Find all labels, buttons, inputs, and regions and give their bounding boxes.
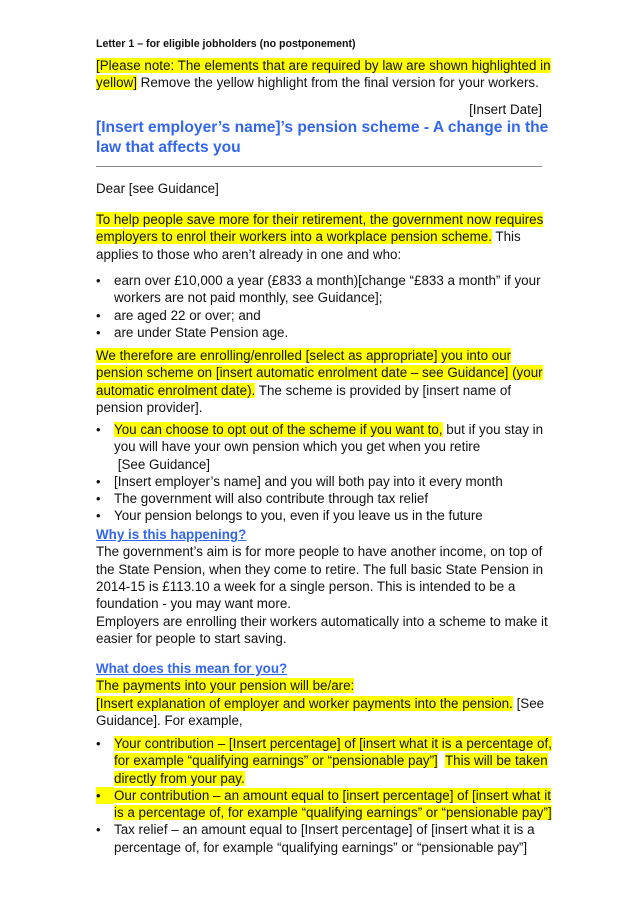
title-line-2: law that affects you (96, 138, 241, 156)
meaning-rest: [See (512, 695, 545, 711)
contribution-gap (438, 753, 445, 768)
contribution-highlight: for example “qualifying earnings” or “pensionable pay”] (114, 753, 438, 769)
note-highlight-2: yellow] (96, 75, 137, 91)
page-title (96, 118, 548, 157)
key-point-item (96, 490, 543, 507)
meaning-heading: What does this mean for you? (96, 661, 288, 676)
criteria-text: are aged 22 or over; and (114, 307, 261, 323)
bullet-icon (96, 272, 114, 289)
meaning-highlight-1: The payments into your pension will be/are: (96, 678, 355, 694)
note-rest: Remove the yellow highlight from the final version for your workers. (136, 75, 539, 91)
bullet-icon (96, 473, 114, 490)
key-point-text: [Insert employer’s name] and you will both pay into it every month (114, 473, 503, 489)
letter-label: Letter 1 – for eligible jobholders (no postponement) (96, 38, 356, 50)
contributions-list (96, 735, 552, 856)
meaning-highlight-2: [Insert explanation of employer and worker payments into the pension. (96, 695, 513, 711)
contribution-highlight: This will be taken (445, 753, 548, 769)
why-heading: Why is this happening? (96, 527, 247, 542)
key-point-text: [See Guidance] (114, 456, 211, 472)
criteria-text: are under State Pension age. (114, 324, 289, 340)
why-text: Employers are enrolling their workers automatically into a scheme to make it (96, 614, 548, 629)
key-point-text: Your pension belongs to you, even if you leave us in the future (114, 508, 483, 524)
intro-line-3: applies to those who aren’t already in one and who: (96, 246, 402, 262)
contribution-highlight: Our contribution – an amount equal to [insert percentage] of [insert what it (114, 787, 551, 803)
title-divider (96, 166, 542, 167)
why-text: 2014-15 is £113.10 a week for a single person. This is intended to be a (96, 578, 516, 594)
contribution-highlight: is a percentage of, for example “qualifying earnings” or “pensionable pay”] (114, 805, 552, 821)
note-paragraph (96, 57, 551, 92)
contribution-text: percentage of, for example “qualifying earnings” or “pensionable pay”] (114, 839, 528, 855)
contribution-text: Tax relief – an amount equal to [Insert percentage] of [insert what it is a (114, 822, 535, 838)
key-point-text: you will have your own pension which you get when you retire (114, 439, 481, 455)
intro-paragraph (96, 211, 543, 263)
bullet-icon (96, 421, 114, 438)
enrolment-paragraph (96, 347, 543, 416)
why-text: The government’s aim is for more people to have another income, on top of (96, 544, 543, 560)
key-point-text: but if you stay in (442, 422, 544, 437)
date-placeholder: [Insert Date] (469, 102, 542, 117)
title-line-1: [Insert employer’s name]’s pension scheme - A change in the (96, 119, 549, 136)
criteria-text: workers are not paid monthly, see Guidance]; (114, 290, 383, 306)
contribution-item (96, 787, 552, 822)
enrolment-highlight-1: We therefore are enrolling/enrolled [select as appropriate] you into our (96, 348, 512, 363)
why-text: foundation - you may want more. (96, 596, 292, 612)
key-point-item (96, 421, 543, 473)
criteria-text: earn over £10,000 a year (£833 a month)[change “£833 a month” if your (114, 273, 541, 288)
bullet-icon (96, 490, 114, 507)
criteria-item (96, 307, 541, 324)
enrolment-rest: The scheme is provided by [insert name of (255, 382, 512, 398)
key-points-list (96, 421, 543, 525)
bullet-icon (96, 324, 114, 341)
why-text: easier for people to start saving. (96, 631, 287, 647)
intro-highlight-1: To help people save more for their retirement, the government now requires (96, 212, 544, 227)
criteria-item (96, 272, 541, 307)
intro-highlight-2: employers to enrol their workers into a workplace pension scheme. (96, 229, 492, 245)
why-text: the State Pension, when they come to retire. The full basic State Pension in (96, 561, 544, 577)
enrolment-highlight-2: pension scheme on [insert automatic enrolment date – see Guidance] (your (96, 365, 543, 381)
bullet-icon (96, 307, 114, 324)
salutation: Dear [see Guidance] (96, 181, 219, 196)
bullet-icon (96, 787, 114, 804)
bullet-icon (96, 821, 114, 838)
key-point-text: The government will also contribute through tax relief (114, 491, 429, 507)
bullet-icon (96, 507, 114, 524)
contribution-highlight: Your contribution – [Insert percentage] of [insert what it is a percentage of, (114, 736, 552, 751)
meaning-section (96, 660, 544, 729)
criteria-list (96, 272, 541, 341)
contribution-highlight: directly from your pay. (114, 770, 245, 786)
key-point-highlight: You can choose to opt out of the scheme if you want to, (114, 422, 443, 437)
meaning-line-3: Guidance]. For example, (96, 712, 243, 728)
criteria-item (96, 324, 541, 341)
enrolment-highlight-3: automatic enrolment date). (96, 382, 256, 398)
contribution-item (96, 821, 552, 856)
contribution-item (96, 735, 552, 787)
key-point-item (96, 473, 543, 490)
why-section (96, 526, 543, 612)
why-paragraph-2 (96, 613, 548, 648)
key-point-item (96, 507, 543, 524)
bullet-icon (96, 735, 114, 752)
enrolment-line-4: pension provider]. (96, 399, 203, 415)
intro-rest: This (491, 229, 521, 245)
note-highlight-1: [Please note: The elements that are required by law are shown highlighted in (96, 58, 551, 73)
